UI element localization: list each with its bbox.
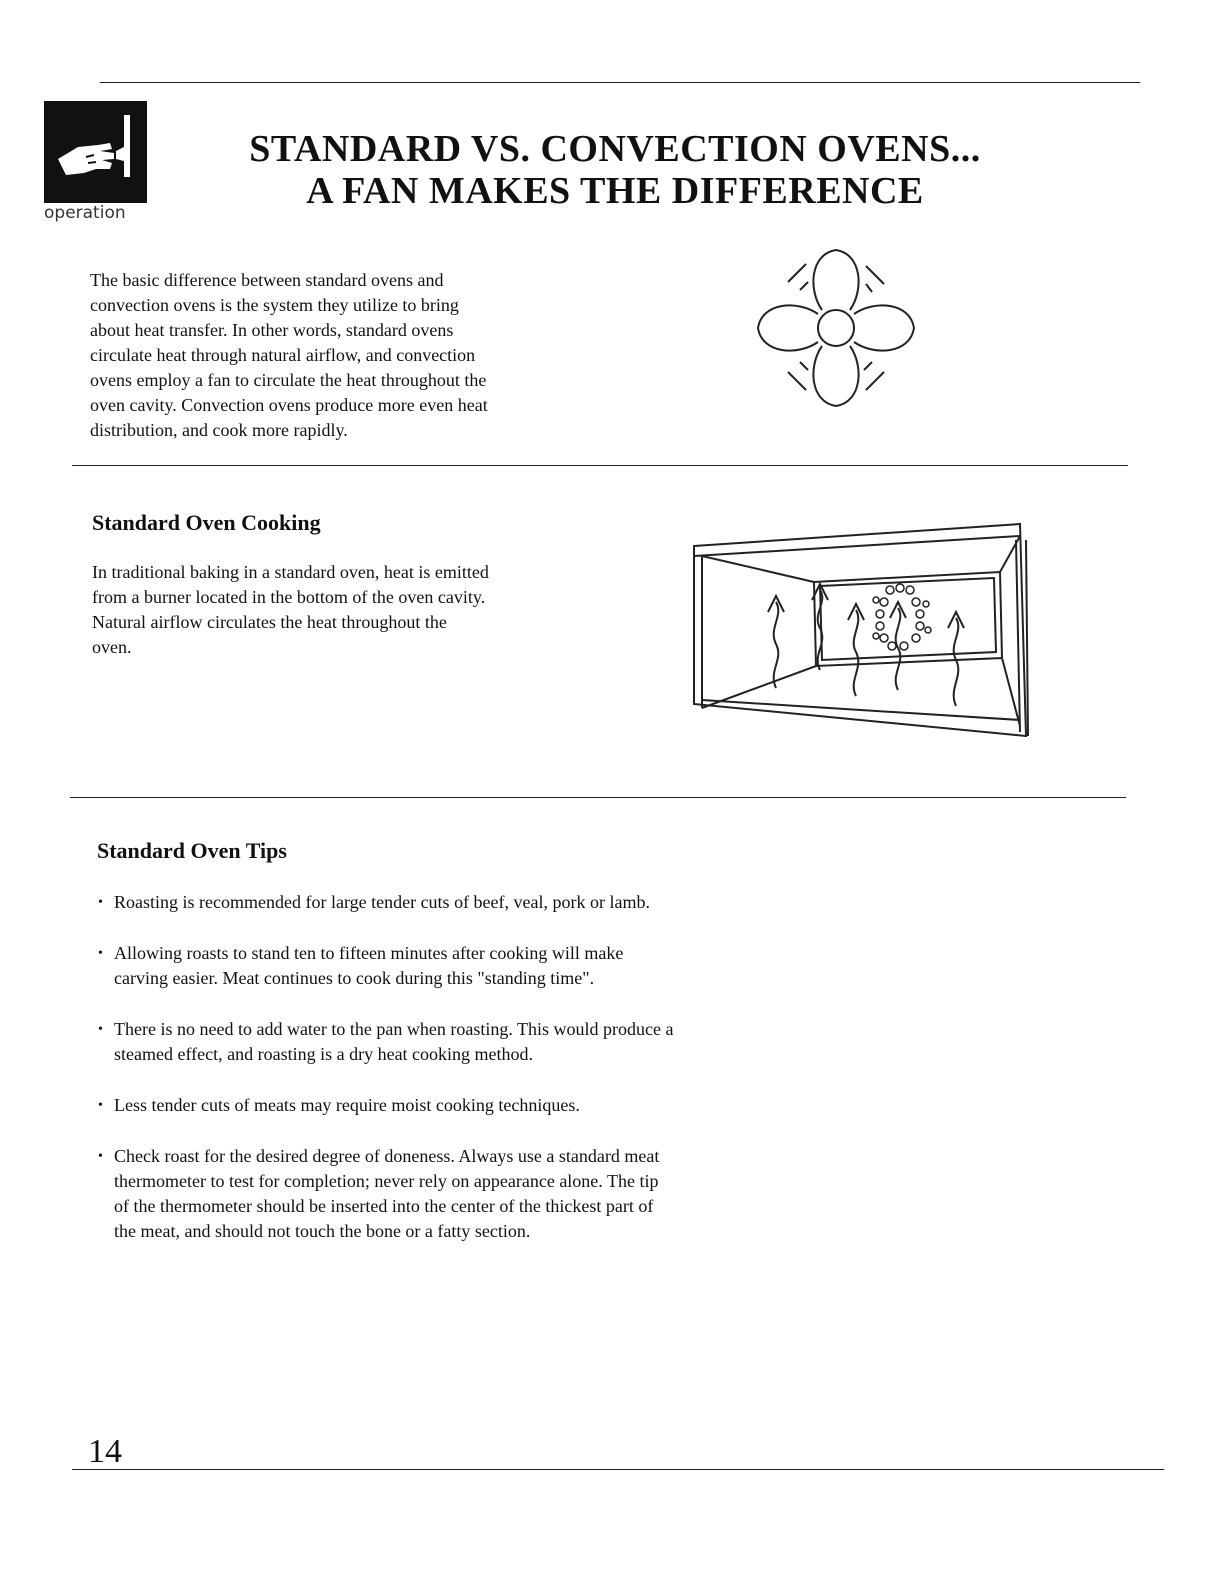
bottom-divider bbox=[72, 1469, 1164, 1470]
intro-line: convection ovens is the system they utilize to bring bbox=[90, 295, 459, 315]
section-label: operation bbox=[44, 203, 126, 223]
bullet-icon: • bbox=[98, 1149, 103, 1164]
title-line-2: A FAN MAKES THE DIFFERENCE bbox=[306, 170, 924, 212]
standard-cooking-line: Natural airflow circulates the heat throughout the bbox=[92, 612, 447, 632]
tip-line: Allowing roasts to stand ten to fifteen minutes after cooking will make bbox=[114, 943, 624, 963]
tip-line: the meat, and should not touch the bone or a fatty section. bbox=[114, 1221, 531, 1241]
intro-paragraph bbox=[90, 268, 580, 443]
tip-line: Check roast for the desired degree of doneness. Always use a standard meat bbox=[114, 1146, 660, 1166]
pointing-hand-icon bbox=[44, 101, 147, 203]
tip-line: thermometer to test for completion; never rely on appearance alone. The tip bbox=[114, 1171, 659, 1191]
standard-cooking-line: oven. bbox=[92, 637, 132, 657]
standard-cooking-heading: Standard Oven Cooking bbox=[92, 510, 321, 535]
section-divider bbox=[70, 797, 1126, 798]
fan-illustration bbox=[748, 240, 924, 416]
tips-heading: Standard Oven Tips bbox=[97, 838, 287, 863]
bullet-icon: • bbox=[98, 1098, 103, 1113]
list-item bbox=[98, 941, 798, 991]
section-divider bbox=[72, 465, 1128, 466]
tip-line: carving easier. Meat continues to cook during this "standing time". bbox=[114, 968, 595, 988]
intro-line: oven cavity. Convection ovens produce more even heat bbox=[90, 395, 488, 415]
tip-line: of the thermometer should be inserted into the center of the thickest part of bbox=[114, 1196, 654, 1216]
list-item bbox=[98, 1017, 798, 1067]
tip-line: Roasting is recommended for large tender cuts of beef, veal, pork or lamb. bbox=[114, 892, 650, 912]
top-divider bbox=[100, 82, 1140, 83]
list-item bbox=[98, 1144, 798, 1244]
standard-cooking-line: from a burner located in the bottom of the oven cavity. bbox=[92, 587, 486, 607]
tips-list bbox=[98, 890, 798, 1270]
intro-line: about heat transfer. In other words, standard ovens bbox=[90, 320, 454, 340]
intro-line: circulate heat through natural airflow, and convection bbox=[90, 345, 476, 365]
title-line-1: STANDARD VS. CONVECTION OVENS... bbox=[249, 128, 981, 170]
tip-line: There is no need to add water to the pan when roasting. This would produce a bbox=[114, 1019, 674, 1039]
intro-line: distribution, and cook more rapidly. bbox=[90, 420, 348, 440]
list-item bbox=[98, 1093, 798, 1118]
list-item bbox=[98, 890, 798, 915]
tip-line: Less tender cuts of meats may require moist cooking techniques. bbox=[114, 1095, 580, 1115]
bullet-icon: • bbox=[98, 1022, 103, 1037]
standard-cooking-line: In traditional baking in a standard oven, heat is emitted bbox=[92, 562, 489, 582]
intro-line: ovens employ a fan to circulate the heat throughout the bbox=[90, 370, 487, 390]
oven-airflow-illustration bbox=[690, 520, 1035, 742]
intro-line: The basic difference between standard ovens and bbox=[90, 270, 444, 290]
page-number: 14 bbox=[88, 1433, 122, 1470]
bullet-icon: • bbox=[98, 946, 103, 961]
bullet-icon: • bbox=[98, 895, 103, 910]
page-title bbox=[200, 128, 1030, 212]
tip-line: steamed effect, and roasting is a dry heat cooking method. bbox=[114, 1044, 534, 1064]
standard-cooking-paragraph bbox=[92, 560, 572, 660]
